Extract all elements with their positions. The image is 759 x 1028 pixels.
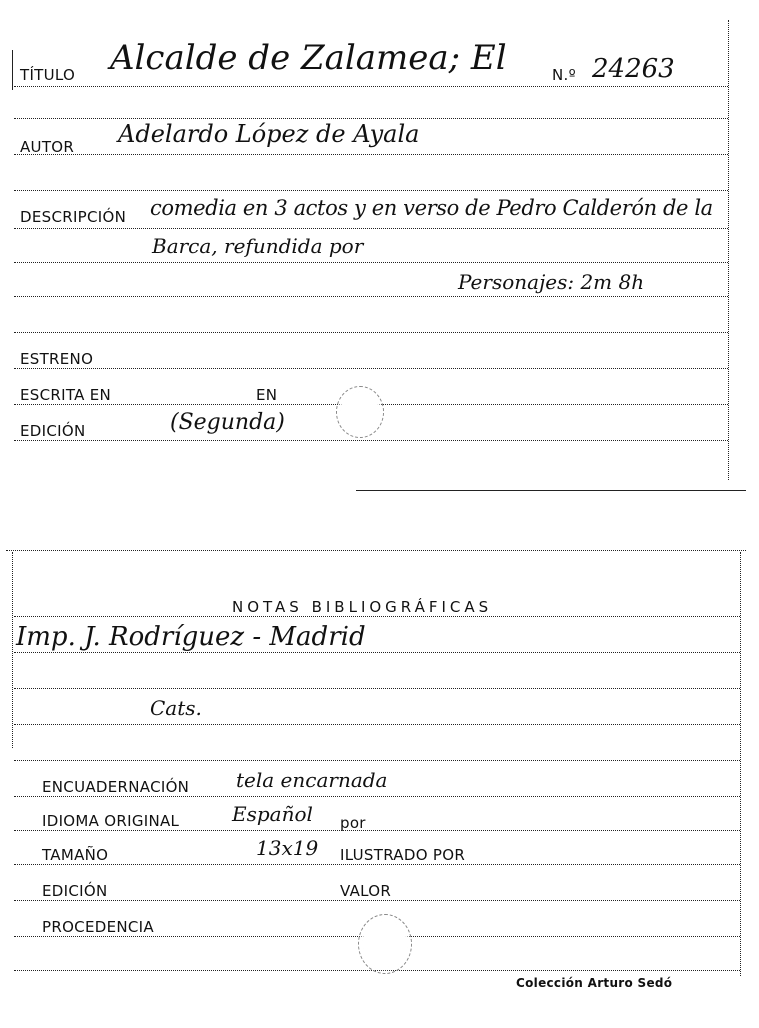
autor-label: AUTOR	[20, 138, 75, 156]
ink-smudge	[358, 914, 412, 974]
rule	[14, 796, 740, 797]
notas-line1: Imp. J. Rodríguez - Madrid	[16, 622, 366, 652]
tamano-label: TAMAÑO	[42, 846, 109, 864]
ilustrado-label: ILUSTRADO POR	[340, 846, 466, 864]
rule	[14, 724, 740, 725]
encuadernacion-value: tela encarnada	[236, 768, 388, 792]
titulo-label: TÍTULO	[20, 66, 76, 84]
edicion-label: EDICIÓN	[20, 422, 86, 440]
rule	[14, 368, 728, 369]
valor-label: VALOR	[340, 882, 392, 900]
card1-left-tick	[12, 50, 13, 90]
collection-footer: Colección Arturo Sedó	[516, 976, 673, 990]
rule	[14, 616, 740, 617]
por-label: por	[340, 814, 366, 832]
card1-right-edge	[728, 20, 729, 480]
rule	[14, 760, 740, 761]
rule	[14, 118, 728, 119]
rule	[14, 440, 728, 441]
descripcion-line1: comedia en 3 actos y en verso de Pedro Calderón de la	[150, 196, 713, 220]
ink-smudge	[336, 386, 384, 438]
rule	[14, 228, 728, 229]
card2-top-edge	[6, 550, 746, 551]
rule	[14, 296, 728, 297]
autor-value: Adelardo López de Ayala	[118, 120, 420, 148]
rule	[14, 190, 728, 191]
descripcion-label: DESCRIPCIÓN	[20, 208, 127, 226]
rule	[14, 900, 740, 901]
procedencia-label: PROCEDENCIA	[42, 918, 154, 936]
rule	[14, 830, 740, 831]
rule	[14, 86, 728, 87]
escrita-label: ESCRITA EN	[20, 386, 112, 404]
edicion-value: (Segunda)	[170, 410, 285, 435]
rule	[14, 332, 728, 333]
estreno-label: ESTRENO	[20, 350, 94, 368]
tamano-value: 13x19	[256, 836, 319, 860]
catalog-card-top	[0, 0, 759, 500]
encuadernacion-label: ENCUADERNACIÓN	[42, 778, 190, 796]
idioma-label: IDIOMA ORIGINAL	[42, 812, 180, 830]
card2-left-edge	[12, 552, 13, 748]
edicion2-label: EDICIÓN	[42, 882, 108, 900]
rule	[14, 262, 728, 263]
catalog-card-bottom	[0, 540, 759, 1028]
notas-line2: Cats.	[150, 696, 202, 720]
rule	[14, 864, 740, 865]
titulo-value: Alcalde de Zalamea; El	[110, 38, 507, 78]
card2-right-edge	[740, 552, 741, 976]
rule	[14, 688, 740, 689]
idioma-value: Español	[232, 802, 313, 826]
personajes-note: Personajes: 2m 8h	[458, 270, 645, 294]
descripcion-line2: Barca, refundida por	[152, 234, 364, 258]
rule	[14, 652, 740, 653]
notas-heading: NOTAS BIBLIOGRÁFICAS	[232, 598, 493, 616]
card1-bottom-edge	[356, 490, 746, 491]
numero-value: 24263	[592, 54, 675, 84]
en-label: EN	[256, 386, 278, 404]
rule	[14, 154, 728, 155]
numero-label: N.º	[552, 66, 576, 84]
